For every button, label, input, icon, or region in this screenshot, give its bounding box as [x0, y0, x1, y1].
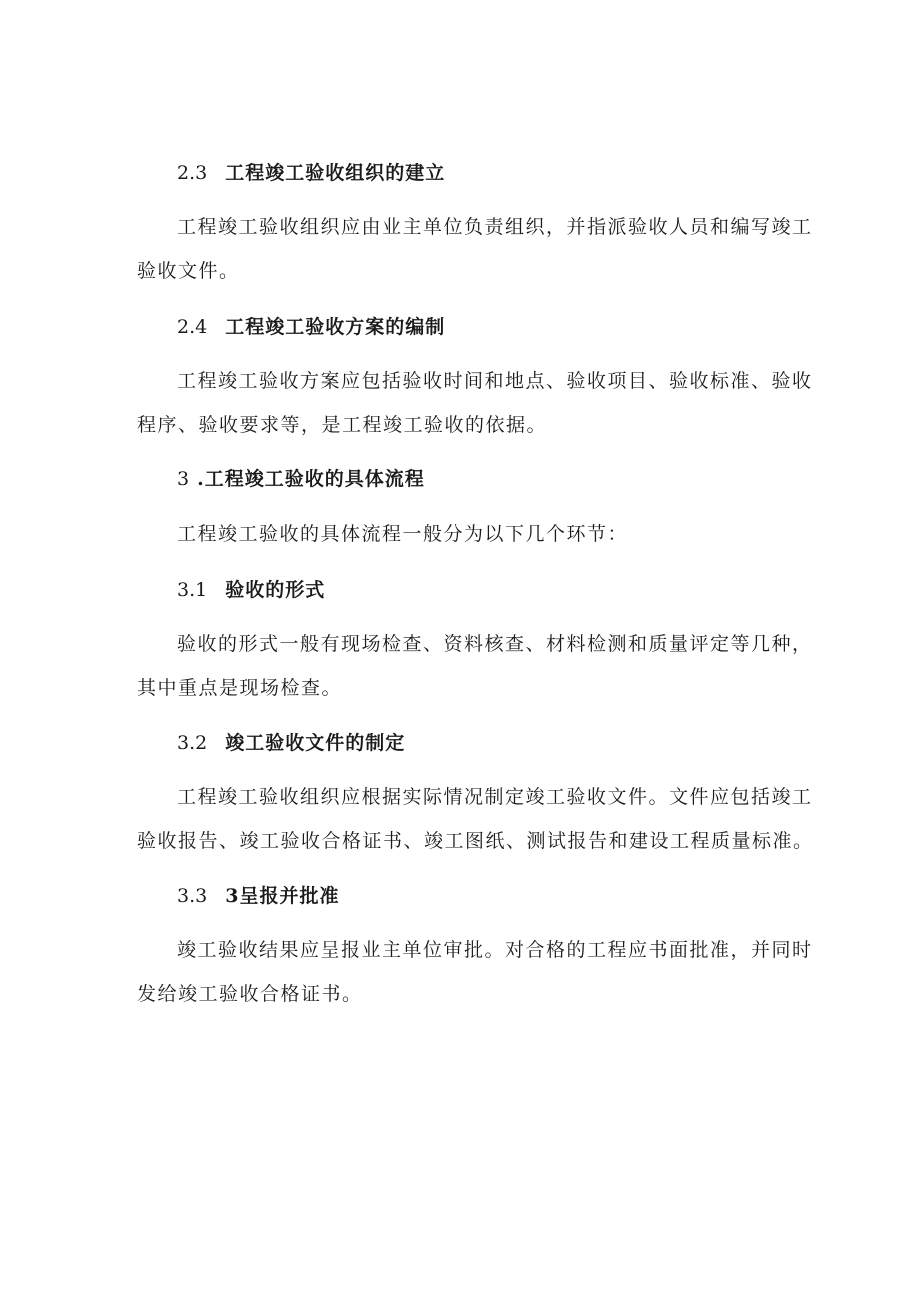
section-number: 3.2	[177, 732, 208, 754]
section-title: 验收的形式	[225, 579, 326, 601]
section-title: 工程竣工验收方案的编制	[225, 316, 446, 338]
section-heading-3-3	[177, 884, 339, 908]
section-title: 工程竣工验收组织的建立	[225, 162, 446, 184]
paragraph: 工程竣工验收方案应包括验收时间和地点、验收项目、验收标准、验收程序、验收要求等，是工程竣工验收的依据。	[137, 370, 813, 436]
section-number: 3.1	[177, 579, 208, 601]
paragraph: 工程竣工验收组织应由业主单位负责组织，并指派验收人员和编写竣工验收文件。	[137, 216, 813, 282]
section-heading-3	[177, 467, 425, 491]
section-title: 竣工验收文件的制定	[225, 732, 406, 754]
section-number: 3	[177, 468, 190, 490]
section-title: .工程竣工验收的具体流程	[197, 468, 425, 490]
section-title: 3呈报并批准	[225, 885, 340, 907]
section-number: 2.4	[177, 316, 208, 338]
section-heading-3-1	[177, 578, 325, 602]
section-number: 3.3	[177, 885, 208, 907]
paragraph: 验收的形式一般有现场检查、资料核查、材料检测和质量评定等几种，其中重点是现场检查。	[137, 633, 813, 699]
paragraph: 工程竣工验收组织应根据实际情况制定竣工验收文件。文件应包括竣工验收报告、竣工验收合格证书、竣工图纸、测试报告和建设工程质量标准。	[137, 786, 814, 852]
paragraph: 工程竣工验收的具体流程一般分为以下几个环节：	[177, 523, 629, 545]
section-heading-2-4	[177, 315, 445, 339]
section-heading-2-3	[177, 161, 445, 185]
section-number: 2.3	[177, 162, 208, 184]
section-heading-3-2	[177, 731, 405, 755]
paragraph: 竣工验收结果应呈报业主单位审批。对合格的工程应书面批准，并同时发给竣工验收合格证书。	[137, 939, 813, 1005]
